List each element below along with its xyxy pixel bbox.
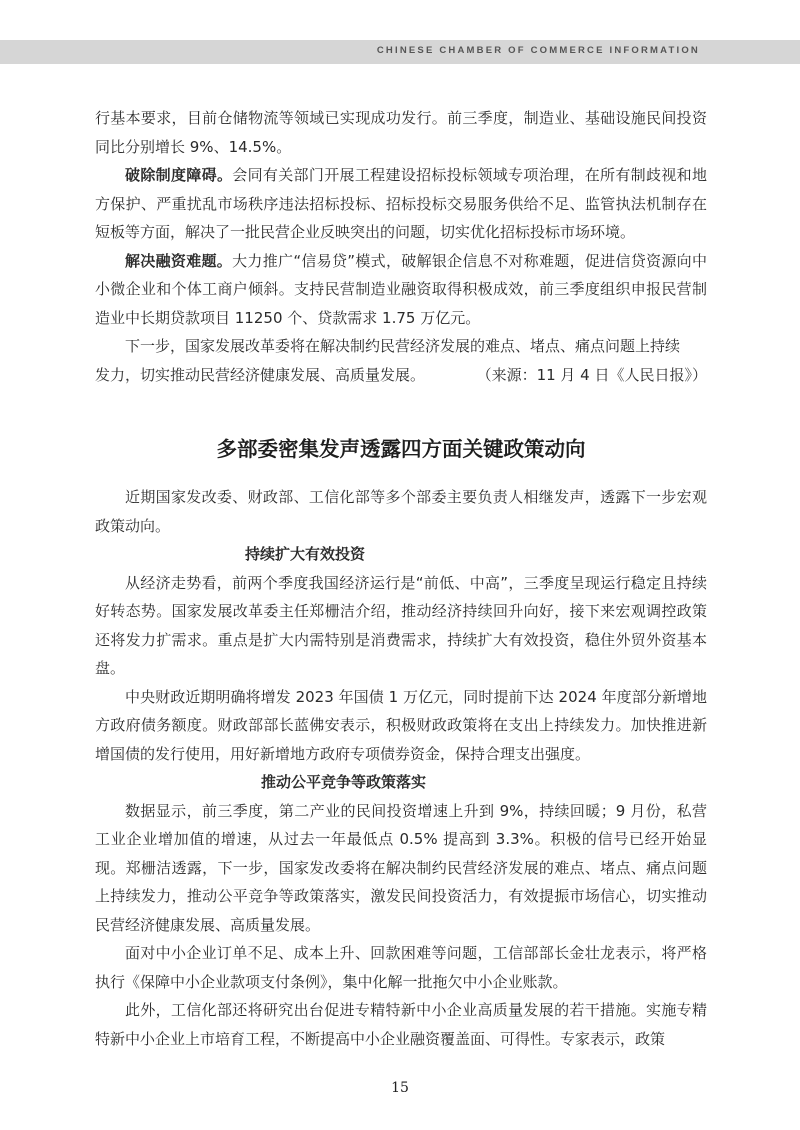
lead-phrase: 解决融资难题。 [125, 251, 233, 270]
section2-paragraph-2: 面对中小企业订单不足、成本上升、回款困难等问题，工信部部长金壮龙表示，将严格执行《保障中小企业款项支付条例》，集中化解一批拖欠中小企业账款。 [95, 944, 707, 991]
section2-paragraph-1: 数据显示，前三季度，第二产业的民间投资增速上升到 9%，持续回暖；9 月份，私营工业企业增加值的增速，从过去一年最低点 0.5% 提高到 3.3%。积极的信号已经开始显现。郑栅洁透露，下一步，国家发改委将在解决制约民营经济发展的难点、堵点、痛点问题上持续发力，推动公平竞争等政策落实，激发民间投资活力，有效提振市场信心，切实推动民营经济健康发展、高质量发展。 [95, 801, 707, 934]
page-number: 15 [391, 1080, 409, 1096]
section-heading-investment: 持续扩大有效投资 [245, 545, 366, 563]
article-title: 多部委密集发声透露四方面关键政策动向 [216, 437, 586, 461]
article1-paragraph-2 [95, 161, 707, 247]
lead-phrase: 破除制度障碍。 [125, 166, 233, 184]
article2-intro: 近期国家发改委、财政部、工信化部等多个部委主要负责人相继发声，透露下一步宏观政策动向。 [95, 488, 707, 535]
header-banner [0, 40, 800, 64]
article1-paragraph-4: 下一步，国家发展改革委将在解决制约民营经济发展的难点、堵点、痛点问题上持续 [125, 337, 681, 355]
section2-paragraph-3: 此外，工信化部还将研究出台促进专精特新中小企业高质量发展的若干措施。实施专精特新中小企业上市培育工程，不断提高中小企业融资覆盖面、可得性。专家表示，政策 [95, 1001, 707, 1048]
section1-paragraph-1: 从经济走势看，前两个季度我国经济运行是“前低、中高”，三季度呈现运行稳定且持续好转态势。国家发展改革委主任郑栅洁介绍，推动经济持续回升向好，接下来宏观调控政策还将发力扩需求。重点是扩大内需特别是消费需求，持续扩大有效投资，稳住外贸外资基本盘。 [95, 573, 707, 677]
header-banner-text: CHINESE CHAMBER OF COMMERCE INFORMATION [376, 45, 700, 56]
article1-paragraph-1: 行基本要求，目前仓储物流等领域已实现成功发行。前三季度，制造业、基础设施民间投资同比分别增长 9%、14.5%。 [95, 109, 707, 156]
paragraph-text: 大力推广“信易贷”模式，破解银企信息不对称难题，促进信贷资源向中小微企业和个体工商户倾斜。支持民营制造业融资取得积极成效，前三季度组织申报民营制造业中长期贷款项目 11250 个、贷款需求 1.75 万亿元。 [95, 251, 707, 327]
page-content [95, 104, 707, 1053]
closing-text: 发力，切实推动民营经济健康发展、高质量发展。 [95, 365, 426, 384]
section1-paragraph-2: 中央财政近期明确将增发 2023 年国债 1 万亿元，同时提前下达 2024 年度部分新增地方政府债务额度。财政部部长蓝佛安表示，积极财政政策将在支出上持续发力。加快推进新增国债的发行使用，用好新增地方政府专项债券资金，保持合理支出强度。 [95, 687, 707, 763]
section-heading-fair-competition: 推动公平竞争等政策落实 [261, 773, 427, 791]
article1-closing-line [95, 361, 707, 390]
paragraph-text: 会同有关部门开展工程建设招标投标领域专项治理，在所有制歧视和地方保护、严重扰乱市场秩序违法招标投标、招标投标交易服务供给不足、监管执法机制存在短板等方面，解决了一批民营企业反映突出的问题，切实优化招标投标市场环境。 [95, 166, 707, 241]
source-citation: （来源：11 月 4 日《人民日报》） [476, 365, 707, 384]
article1-paragraph-3 [95, 247, 707, 333]
